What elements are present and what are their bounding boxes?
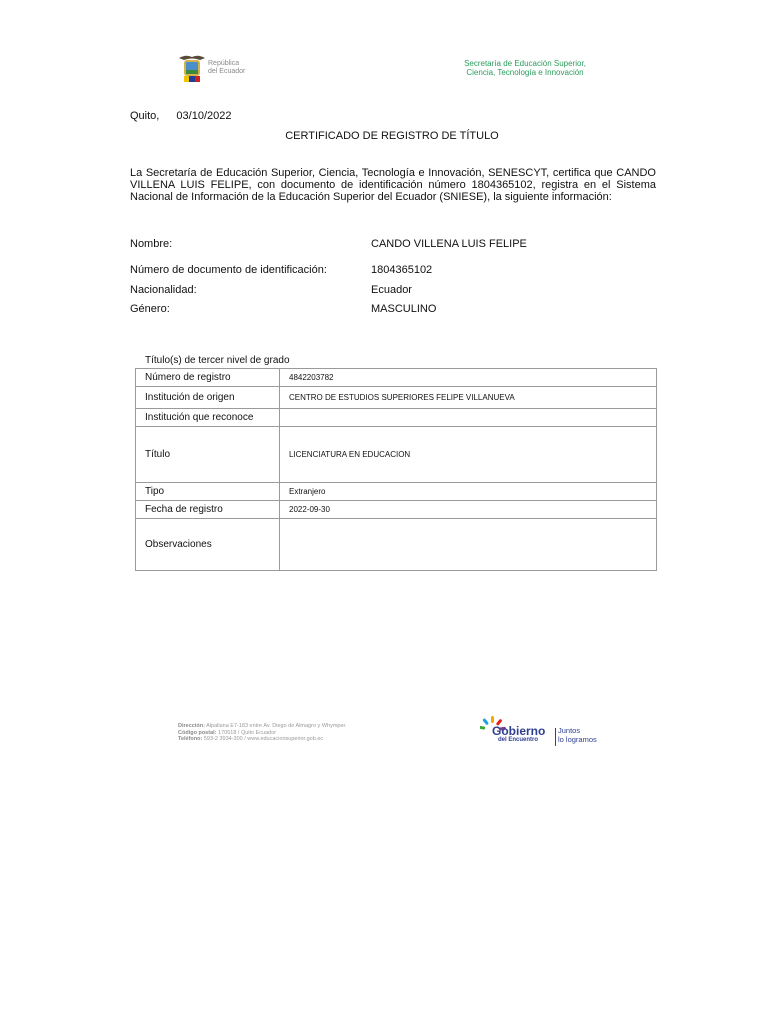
logo-divider [555, 728, 556, 746]
name-value: CANDO VILLENA LUIS FELIPE [371, 238, 527, 250]
issue-date: 03/10/2022 [176, 110, 232, 122]
degree-title-label: Título [136, 427, 280, 483]
table-row [136, 501, 657, 519]
registration-number-value: 4842203782 [280, 369, 657, 387]
type-label: Tipo [136, 483, 280, 501]
city: Quito, [130, 110, 160, 122]
footer-address [178, 723, 347, 743]
codigo-label: Código postal: [178, 729, 217, 736]
origin-institution-label: Institución de origen [136, 387, 280, 409]
table-row [136, 409, 657, 427]
republica-line2: del Ecuador [208, 68, 246, 75]
observations-label: Observaciones [136, 519, 280, 571]
codigo-value: 170518 / Quito Ecuador [218, 729, 277, 736]
date-line [130, 110, 231, 122]
document-title [0, 130, 768, 142]
telefono-label: Teléfono: [178, 736, 203, 742]
table-row [136, 483, 657, 501]
secretaria-logo-text [440, 59, 610, 77]
slogan [558, 727, 597, 744]
origin-institution-value: CENTRO DE ESTUDIOS SUPERIORES FELIPE VILLANUEVA [280, 387, 657, 409]
degree-table [135, 368, 657, 571]
certification-paragraph: La Secretaría de Educación Superior, Ciencia, Tecnología e Innovación, SENESCYT, certifica que CANDO VILLENA LUIS FELIPE, con documento de identificación número 1804365102, registra en el Sistema Nacional de Información de la Educación Superior del Ecuador (SNIESE), la siguiente información: [130, 167, 656, 203]
id-number-value: 1804365102 [371, 264, 433, 276]
footer-phone-line [178, 736, 347, 743]
recognizing-institution-label: Institución que reconoce [136, 409, 280, 427]
gender-label: Género: [130, 303, 170, 315]
type-value: Extranjero [280, 483, 657, 501]
table-row [136, 427, 657, 483]
coat-of-arms-icon [178, 52, 206, 84]
recognizing-institution-value [280, 409, 657, 427]
observations-value [280, 519, 657, 571]
table-row [136, 387, 657, 409]
secretaria-line2: Ciencia, Tecnología e Innovación [466, 68, 584, 77]
degree-title-value: LICENCIATURA EN EDUCACION [280, 427, 657, 483]
encuentro-text: del Encuentro [498, 737, 539, 743]
republica-line1: República [208, 60, 240, 67]
slogan-line1: Juntos [558, 726, 581, 735]
gobierno-text: Gobierno [492, 724, 546, 738]
republica-logo [178, 52, 258, 84]
secretaria-line1: Secretaría de Educación Superior, [464, 59, 586, 68]
direccion-label: Dirección: [178, 723, 205, 729]
registration-date-value: 2022-09-30 [280, 501, 657, 519]
name-label: Nombre: [130, 238, 173, 250]
degree-table-title: Título(s) de tercer nivel de grado [145, 355, 290, 366]
gobierno-logo [480, 716, 620, 748]
id-number-label: Número de documento de identificación: [130, 264, 327, 276]
table-row [136, 519, 657, 571]
telefono-value: 593-2 3934-300 / www.educacionsuperior.gob.ec [203, 736, 324, 742]
table-row [136, 369, 657, 387]
gender-value: MASCULINO [371, 303, 437, 315]
registration-number-label: Número de registro [136, 369, 280, 387]
slogan-line2: lo logramos [558, 734, 597, 744]
nationality-label: Nacionalidad: [130, 284, 197, 296]
direccion-value: Alpallana E7-183 entre Av. Diego de Almagro y Whymper. [206, 723, 347, 729]
nationality-value: Ecuador [371, 284, 412, 296]
document-title-text: CERTIFICADO DE REGISTRO DE TÍTULO [285, 130, 499, 142]
registration-date-label: Fecha de registro [136, 501, 280, 519]
